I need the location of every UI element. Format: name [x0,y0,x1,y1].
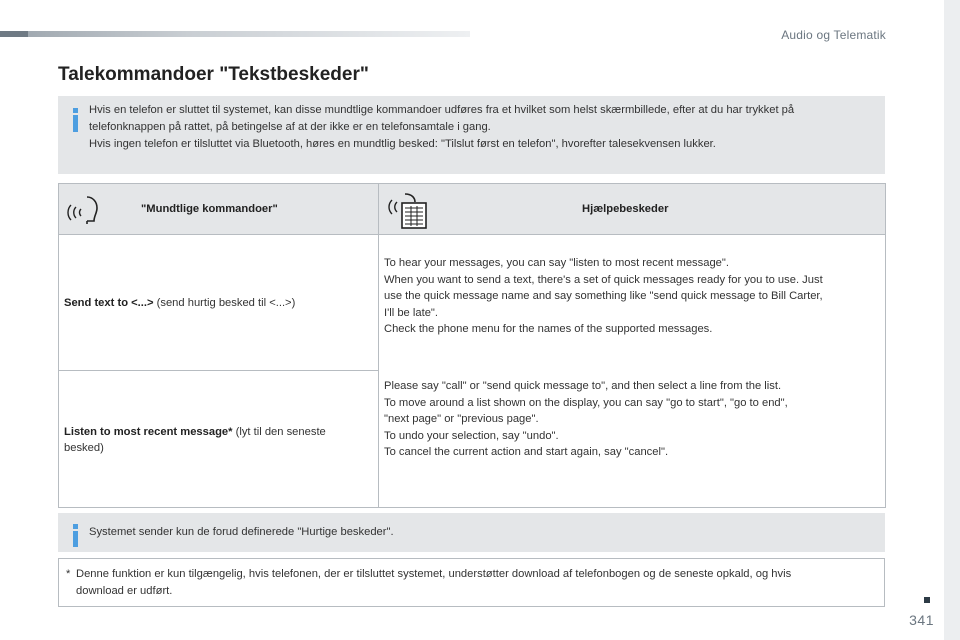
intro-line: telefonknappen på rattet, på betingelse af at der ikke er en telefonsamtale i gang. [89,121,491,133]
header-accent-bar [0,31,470,37]
footnote-line: download er udført. [76,585,173,597]
page-title: Talekommandoer "Tekstbeskeder" [58,64,369,85]
help-line: To cancel the current action and start again, say "cancel". [384,446,669,459]
info-icon [73,108,78,132]
help-line: use the quick message name and say something like "send quick message to Bill Carter, [384,290,823,303]
help-line: I'll be late". [384,306,438,319]
table-header [59,184,885,235]
help-line: To undo your selection, say "undo". [384,429,559,442]
help-line: "next page" or "previous page". [384,413,539,426]
help-line: Please say "call" or "send quick message to", and then select a line from the list. [384,380,782,392]
page-marker [924,597,930,603]
command-listen-recent [64,424,364,456]
command-translation: (lyt til den seneste besked) [64,426,326,454]
note-text: Systemet sender kun de forud definerede "Hurtige beskeder". [89,526,394,538]
voice-command-icon [65,194,101,226]
section-label: Audio og Telematik [781,28,886,42]
help-message-block [384,255,879,338]
header-help-label: Hjælpebeskeder [582,203,669,215]
note-info-box [58,513,885,552]
footnote-line: Denne funktion er kun tilgængelig, hvis telefonen, der er tilsluttet systemet, understøtter download af telefonbogen og de seneste opkald, og hvis [76,568,792,580]
side-strip [944,0,960,640]
intro-info-box [58,96,885,174]
info-icon [73,524,78,547]
header-help [379,184,885,234]
command-name: Listen to most recent message* [64,426,233,438]
help-message-block [384,378,879,461]
footnote [58,558,885,607]
command-name: Send text to <...> [64,297,154,309]
header-commands-label: "Mundtlige kommandoer" [141,203,278,215]
voice-command-table [58,183,886,508]
page-number: 341 [909,612,934,628]
help-line: To hear your messages, you can say "listen to most recent message". [384,257,729,269]
help-line: When you want to send a text, there's a set of quick messages ready for you to use. Just [384,273,823,286]
help-line: To move around a list shown on the display, you can say "go to start", "go to end", [384,396,788,409]
footnote-marker: * [66,568,71,580]
keypad-message-icon [385,192,429,230]
command-send-text [64,295,364,311]
row-divider [59,370,378,371]
intro-line: Hvis en telefon er sluttet til systemet, kan disse mundtlige kommandoer udføres fra et hvilket som helst skærmbillede, efter at du har trykket på [89,104,795,116]
help-line: Check the phone menu for the names of the supported messages. [384,323,713,336]
intro-line: Hvis ingen telefon er tilsluttet via Bluetooth, høres en mundtlig besked: "Tilslut først en telefon", hvorefter talesekvensen lukker. [89,138,716,150]
column-divider [378,184,379,507]
command-translation: (send hurtig besked til <...>) [153,297,296,309]
header-commands [59,184,378,234]
